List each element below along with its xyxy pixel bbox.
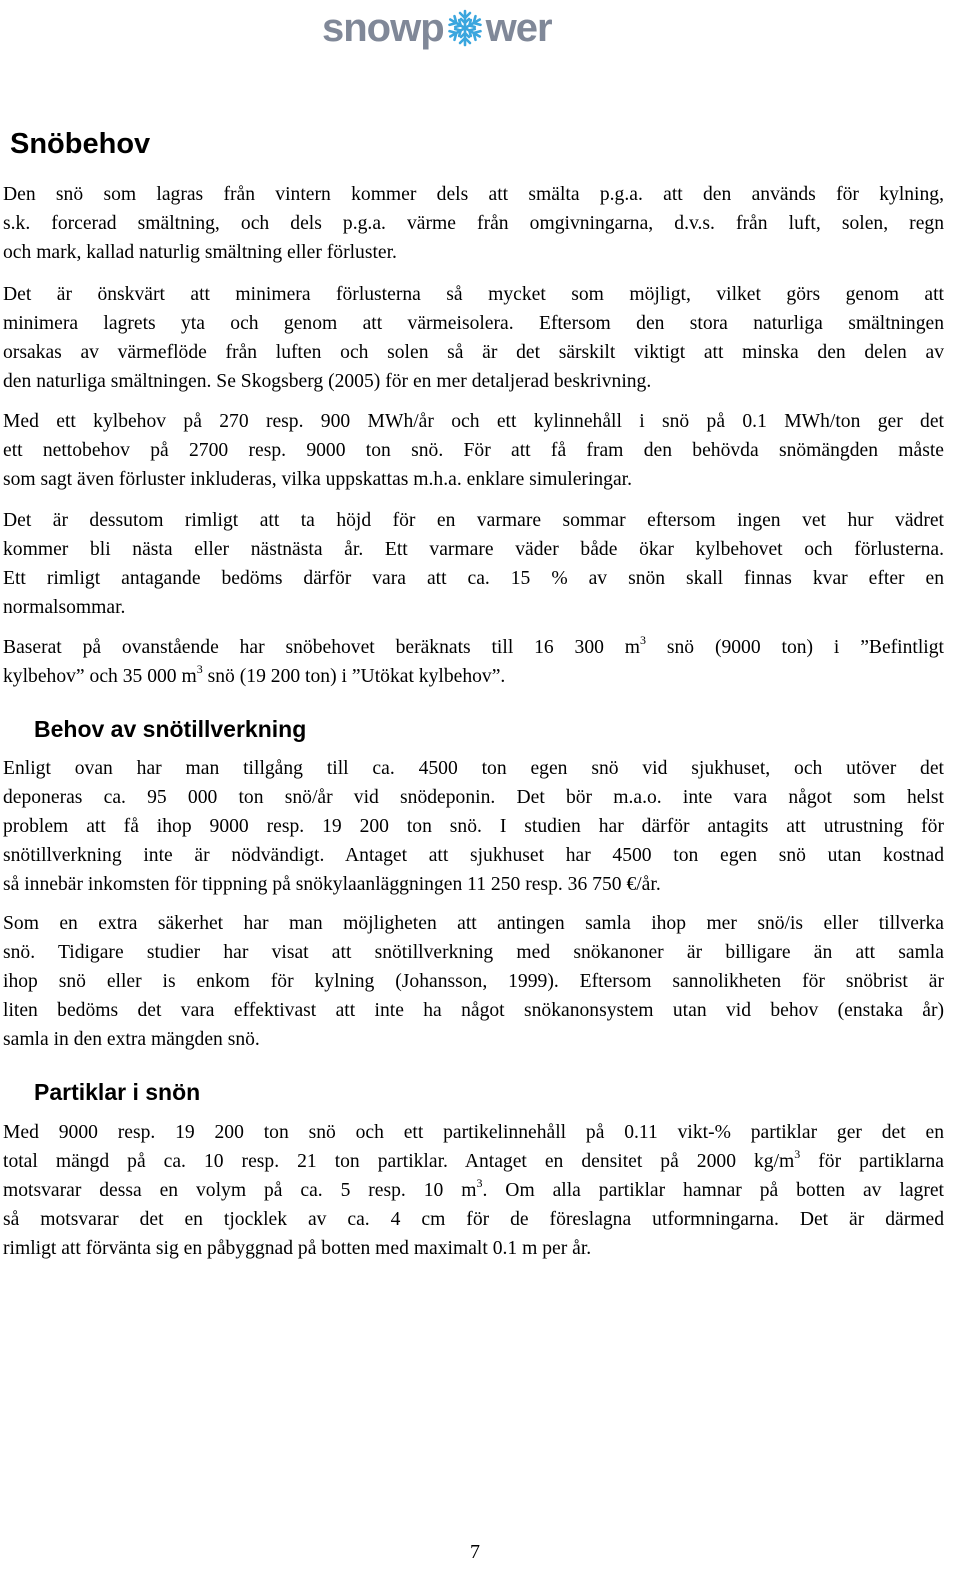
text-line: ett nettobehov på 2700 resp. 9000 ton snö. För att få fram den behövda snömängden måste (3, 440, 944, 461)
text-run: snö (19 200 ton) i ”Utökat kylbehov”. (202, 666, 506, 687)
text-line: Ett rimligt antagande bedöms därför vara att ca. 15 % av snön skall finnas kvar efter en (3, 568, 944, 589)
text-line: samla in den extra mängden snö. (3, 1029, 260, 1050)
paragraph-cooling-demand (3, 407, 944, 494)
text-line: rimligt att förvänta sig en påbyggnad på botten med maximalt 0.1 m per år. (3, 1238, 592, 1259)
text-line: så innebär inkomsten för tippning på snökylaanläggningen 11 250 resp. 36 750 €/år. (3, 874, 661, 895)
text-line: kommer bli nästa eller nästnästa år. Ett varmare väder både ökar kylbehovet och förlusterna. (3, 539, 944, 560)
text-line (3, 1147, 944, 1176)
paragraph-minimize (3, 280, 944, 396)
page-number: 7 (470, 1541, 480, 1563)
text-line: som sagt även förluster inkluderas, vilka uppskattas m.h.a. enklare simuleringar. (3, 469, 633, 490)
section-title-snotillverkning: Behov av snötillverkning (34, 716, 307, 742)
text-run: Baserat på ovanstående har snöbehovet beräknats till 16 300 m (3, 637, 641, 658)
text-line: den naturliga smältningen. Se Skogsberg (2005) för en mer detaljerad beskrivning. (3, 371, 652, 392)
superscript: 3 (640, 633, 647, 647)
text-run: snö (9000 ton) i ”Befintligt (646, 637, 944, 658)
text-line: Med ett kylbehov på 270 resp. 900 MWh/år och ett kylinnehåll i snö på 0.1 MWh/ton ger det (3, 411, 944, 432)
logo-text-left: snowp (322, 6, 444, 50)
paragraph-extra-safety (3, 909, 944, 1054)
text-line (3, 1176, 944, 1205)
text-line: orsakas av värmeflöde från luften och solen så är det särskilt viktigt att minska den delen av (3, 342, 944, 363)
text-line: ihop snö eller is enkom för kylning (Johansson, 1999). Eftersom sannolikheten för snöbrist är (3, 971, 944, 992)
text-line: snötillverkning inte är nödvändigt. Antaget att sjukhuset har 4500 ton egen snö utan kostnad (3, 845, 944, 866)
text-line: Det är önskvärt att minimera förlusterna så mycket som möjligt, vilket görs genom att (3, 284, 944, 305)
text-line: normalsommar. (3, 597, 126, 618)
logo-text-right: wer (485, 6, 552, 50)
snowflake-icon (445, 8, 485, 48)
superscript: 3 (794, 1147, 801, 1161)
text-run: motsvarar dessa en volym på ca. 5 resp. 10 m (3, 1180, 477, 1201)
text-line: s.k. forcerad smältning, och dels p.g.a. värme från omgivningarna, d.v.s. från luft, solen, regn (3, 213, 944, 234)
paragraph-snow-supply (3, 754, 944, 899)
section-title-snobehov: Snöbehov (10, 128, 151, 160)
text-line (3, 633, 944, 662)
text-line: så motsvarar det en tjocklek av ca. 4 cm för de föreslagna utformningarna. Det är därmed (3, 1209, 944, 1230)
text-line: och mark, kallad naturlig smältning eller förluster. (3, 242, 397, 263)
snowpower-logo (322, 6, 552, 50)
text-line: Det är dessutom rimligt att ta höjd för en varmare sommar eftersom ingen vet hur vädret (3, 510, 944, 531)
superscript: 3 (196, 662, 203, 676)
paragraph-losses (3, 180, 944, 267)
paragraph-particles (3, 1118, 944, 1263)
text-line: Med 9000 resp. 19 200 ton snö och ett partikelinnehåll på 0.11 vikt-% partiklar ger det en (3, 1122, 944, 1143)
text-run: . Om alla partiklar hamnar på botten av lagret (482, 1180, 944, 1201)
paragraph-snow-volume (3, 633, 944, 691)
text-run: kylbehov” och 35 000 m (3, 666, 197, 687)
text-line: snö. Tidigare studier har visat att snötillverkning med snökanoner är billigare än att samla (3, 942, 944, 963)
text-line: problem att få ihop 9000 resp. 19 200 ton snö. I studien har därför antagits att utrustning för (3, 816, 944, 837)
paragraph-warmer-summer (3, 506, 944, 622)
text-line: liten bedöms det vara effektivast att inte ha något snökanonsystem utan vid behov (enstaka år) (3, 1000, 944, 1021)
text-line (3, 662, 944, 691)
text-line: Den snö som lagras från vintern kommer dels att smälta p.g.a. att den används för kylning, (3, 184, 944, 205)
text-run: för partiklarna (800, 1151, 944, 1172)
section-title-partiklar: Partiklar i snön (34, 1079, 201, 1105)
text-line: deponeras ca. 95 000 ton snö/år vid snödeponin. Det bör m.a.o. inte vara något som helst (3, 787, 944, 808)
text-run: total mängd på ca. 10 resp. 21 ton partiklar. Antaget en densitet på 2000 kg/m (3, 1151, 795, 1172)
text-line: Som en extra säkerhet har man möjligheten att antingen samla ihop mer snö/is eller tillverka (3, 913, 944, 934)
text-line: minimera lagrets yta och genom att värmeisolera. Eftersom den stora naturliga smältningen (3, 313, 944, 334)
text-line: Enligt ovan har man tillgång till ca. 4500 ton egen snö vid sjukhuset, och utöver det (3, 758, 944, 779)
superscript: 3 (476, 1176, 483, 1190)
